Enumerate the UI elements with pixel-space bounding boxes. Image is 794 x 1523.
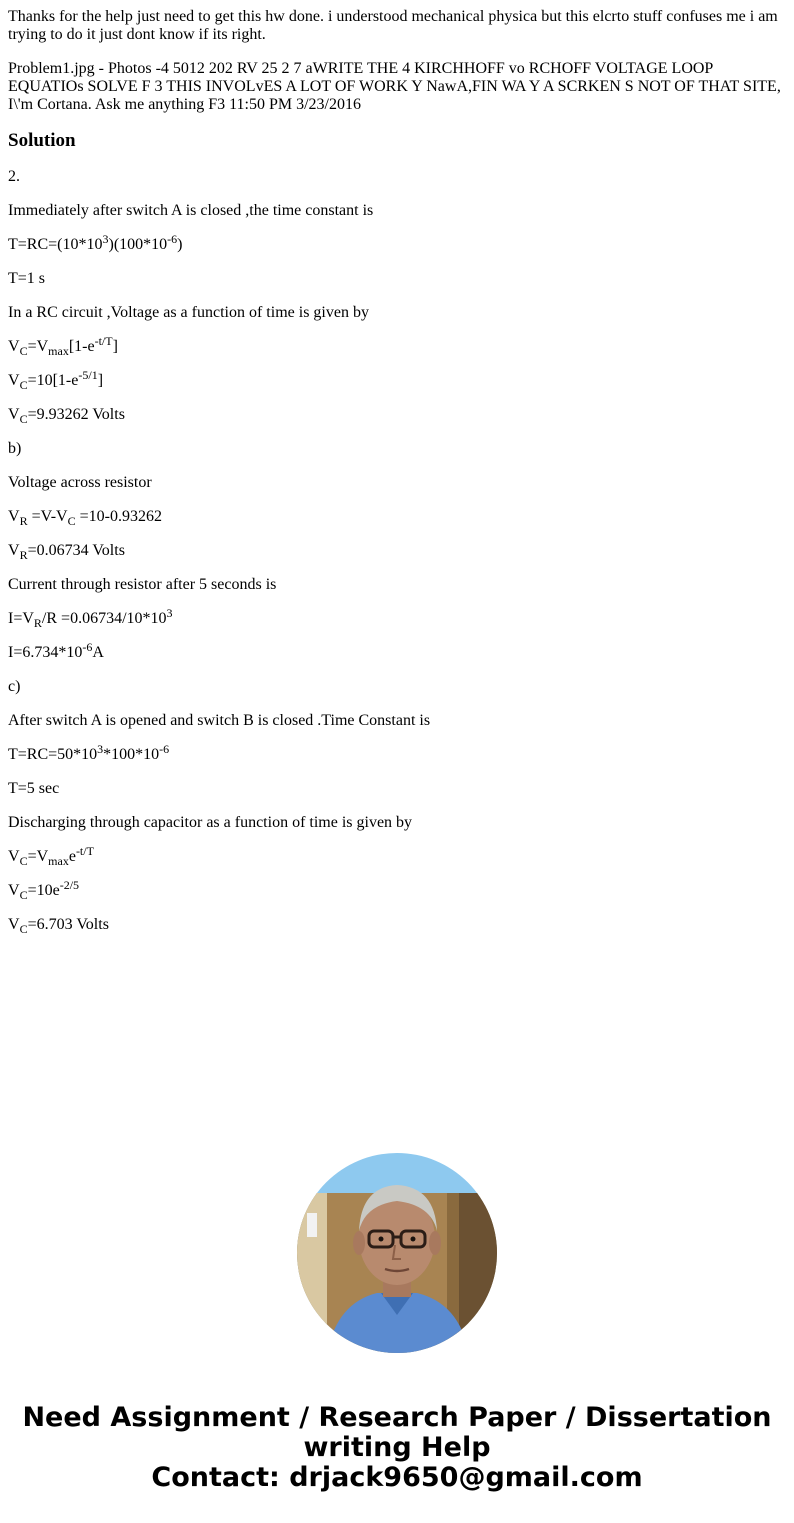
equation-current-formula: $I=V_R/R =0.06734/10*10^3$ [8, 606, 173, 630]
equation-current-result: $I=6.734*10^{-6}A$ [8, 640, 104, 661]
equation-vr-formula: $V_R =V-V_C =10-0.93262$ [8, 508, 162, 528]
equation-vr-result: $V_R=0.06734$ Volts [8, 542, 125, 562]
image-caption: Problem1.jpg - Photos -4 5012 202 RV 25 2 7 aWRITE THE 4 KIRCHHOFF vo RCHOFF VOLTAGE LOOP EQUATIOs SOLVE F 3 THIS INVOLvES A LOT OF WORK Y NawA,FIN WA Y A SCRKEN S NOT OF THAT SITE, I\'m Cortana. Ask me anything F3 11:50 PM 3/23/2016 [8, 60, 781, 113]
solution-line: Current through resistor after 5 seconds is [8, 576, 277, 593]
tutor-avatar [297, 1153, 497, 1353]
solution-line: Immediately after switch A is closed ,the time constant is [8, 202, 374, 219]
equation-discharge-substituted: $V_C=10e^{-2/5}$ [8, 878, 80, 902]
promo-line: Need Assignment / Research Paper / Dissertation [22, 1402, 772, 1433]
contact-email: Contact: drjack9650@gmail.com [151, 1462, 643, 1493]
solution-heading: Solution [8, 130, 76, 151]
solution-line: Discharging through capacitor as a function of time is given by [8, 814, 413, 831]
equation-result: T=5 sec [8, 780, 60, 797]
promo-line: writing Help [303, 1432, 491, 1463]
question-text: Thanks for the help just need to get this hw done. i understood mechanical physica but this elcrto stuff confuses me i am trying to do it just dont know if its right. [8, 8, 778, 43]
part-label: c) [8, 678, 21, 695]
equation-vc-formula: $V_C=V_{max}[1-e^{-t/T}]$ [8, 334, 118, 358]
part-number: 2. [8, 168, 20, 185]
equation-discharge-result: $V_C=6.703$ Volts [8, 916, 109, 936]
equation-discharge-formula: $V_C=V_{max}e^{-t/T}$ [8, 844, 94, 868]
solution-line: Voltage across resistor [8, 474, 152, 491]
promo-footer [0, 1403, 794, 1493]
solution-line: After switch A is opened and switch B is closed .Time Constant is [8, 712, 431, 729]
equation-vc-result: $V_C=9.93262$ Volts [8, 406, 125, 426]
solution-line: In a RC circuit ,Voltage as a function of time is given by [8, 304, 369, 321]
equation-result: T=1 s [8, 270, 46, 287]
part-label: b) [8, 440, 22, 457]
equation-time-constant-2: $T=RC=50*10^3*100*10^{-6}$ [8, 742, 170, 763]
equation-vc-substituted: $V_C=10[1-e^{-5/1}]$ [8, 368, 104, 392]
tutor-portrait-image [297, 1153, 497, 1353]
equation-time-constant-1: $T=RC=(10*10^3)(100*10^{-6})$ [8, 232, 183, 253]
